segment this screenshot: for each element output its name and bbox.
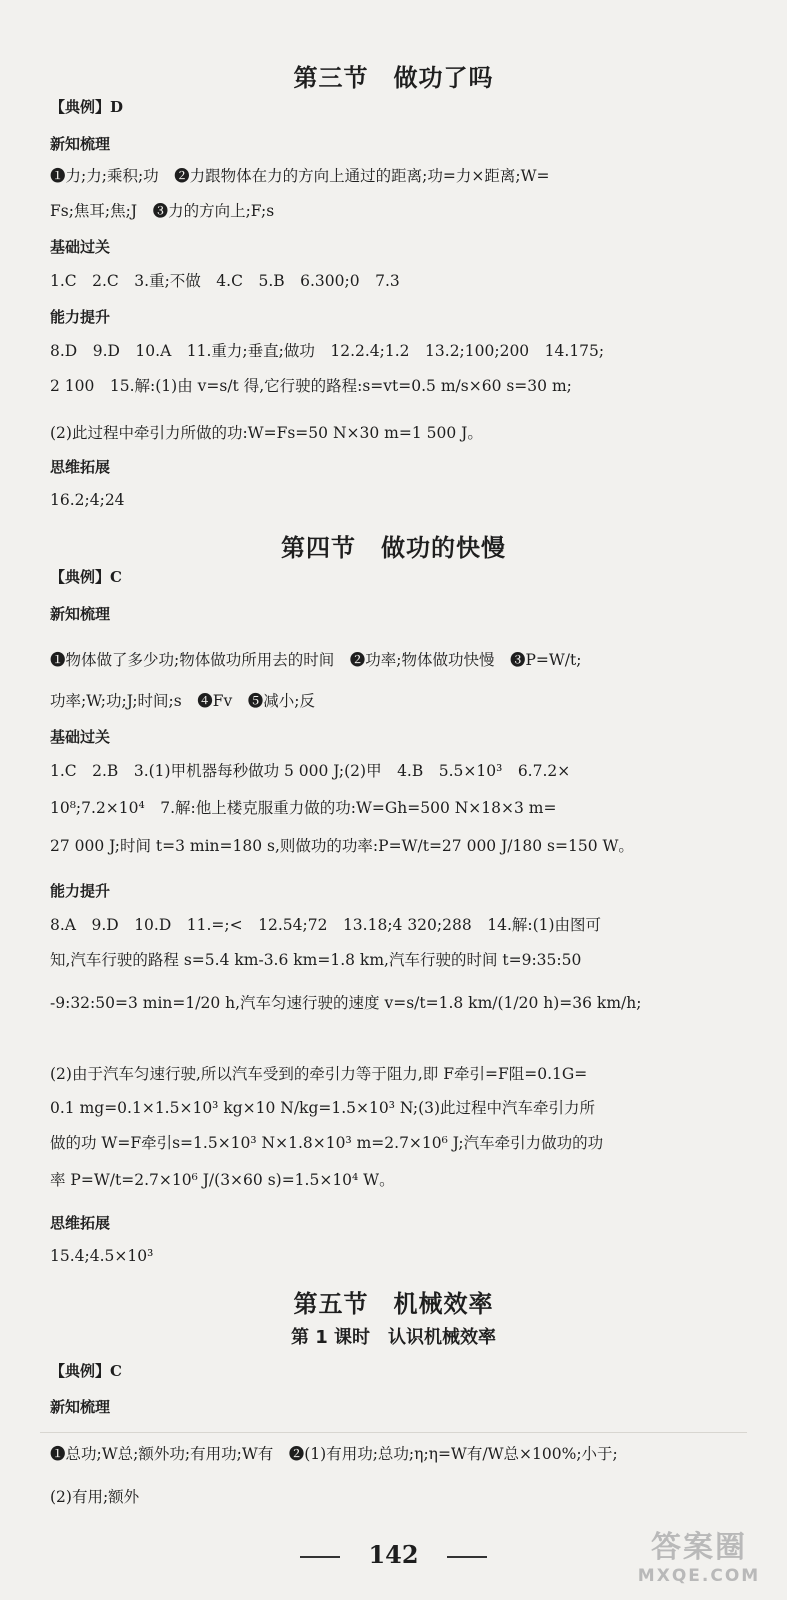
watermark-line1: 答案圈 — [651, 1530, 747, 1565]
s4-ability-line: 8.A 9.D 10.D 11.=;< 12.54;72 13.18;4 320;288 14.解:(1)由图可 — [50, 916, 602, 934]
s4-newknow-line: ❶物体做了多少功;物体做功所用去的时间 ❷功率;物体做功快慢 ❸P=W/t; — [50, 651, 582, 669]
s4-basic-line: 10⁸;7.2×10⁴ 7.解:他上楼克服重力做的功:W=Gh=500 N×18×3 m= — [50, 799, 557, 817]
s4-ability-line: -9:32:50=3 min=1/20 h,汽车匀速行驶的速度 v=s/t=1.8 km/(1/20 h)=36 km/h; — [50, 994, 642, 1012]
watermark-line2: MXQE.COM — [637, 1566, 761, 1586]
s3-newknow-line: Fs;焦耳;焦;J ❸力的方向上;F;s — [50, 202, 275, 220]
page-number: 142 — [368, 1540, 419, 1569]
s3-ext-label: 思维拓展 — [50, 458, 111, 476]
s3-basic-line: 1.C 2.C 3.重;不做 4.C 5.B 6.300;0 7.3 — [50, 272, 400, 290]
section-4-title: 第四节 做功的快慢 — [281, 534, 506, 562]
s5-newknow-line: (2)有用;额外 — [50, 1488, 140, 1506]
s4-ability-line: 0.1 mg=0.1×1.5×10³ kg×10 N/kg=1.5×10³ N;(3)此过程中汽车牵引力所 — [50, 1099, 596, 1117]
s3-ability-line: (2)此过程中牵引力所做的功:W=Fs=50 N×30 m=1 500 J。 — [50, 424, 483, 442]
section-3-title: 第三节 做功了吗 — [293, 64, 494, 92]
section-5-title: 第五节 机械效率 — [293, 1290, 494, 1318]
s3-newknow-label: 新知梳理 — [50, 135, 111, 153]
s4-newknow-line: 功率;W;功;J;时间;s ❹Fv ❺减小;反 — [50, 692, 315, 710]
s3-ability-label: 能力提升 — [50, 308, 111, 326]
s4-ability-line: 做的功 W=F牵引s=1.5×10³ N×1.8×10³ m=2.7×10⁶ J;汽车牵引力做功的功 — [50, 1134, 604, 1152]
s4-ext-line: 15.4;4.5×10³ — [50, 1247, 154, 1265]
s3-ability-line: 8.D 9.D 10.A 11.重力;垂直;做功 12.2.4;1.2 13.2;100;200 14.175; — [50, 342, 605, 360]
s3-ability-line: 2 100 15.解:(1)由 v=s/t 得,它行驶的路程:s=vt=0.5 m/s×60 s=30 m; — [50, 377, 572, 395]
s4-ability-line: 知,汽车行驶的路程 s=5.4 km-3.6 km=1.8 km,汽车行驶的时间 t=9:35:50 — [50, 951, 582, 969]
s4-example: 【典例】C — [50, 568, 122, 586]
s4-basic-line: 27 000 J;时间 t=3 min=180 s,则做功的功率:P=W/t=27 000 J/180 s=150 W。 — [50, 837, 634, 855]
s4-ability-line: 率 P=W/t=2.7×10⁶ J/(3×60 s)=1.5×10⁴ W。 — [50, 1171, 395, 1189]
section-divider — [40, 1432, 747, 1433]
s5-example: 【典例】C — [50, 1362, 122, 1380]
page-number-dash-right — [447, 1556, 487, 1558]
s3-basic-label: 基础过关 — [50, 238, 111, 256]
s4-newknow-label: 新知梳理 — [50, 605, 111, 623]
s4-ability-line: (2)由于汽车匀速行驶,所以汽车受到的牵引力等于阻力,即 F牵引=F阻=0.1G= — [50, 1065, 588, 1083]
s5-newknow-line: ❶总功;W总;额外功;有用功;W有 ❷(1)有用功;总功;η;η=W有/W总×100%;小于; — [50, 1445, 618, 1463]
s5-newknow-label: 新知梳理 — [50, 1398, 111, 1416]
section-5-subtitle: 第 1 课时 认识机械效率 — [290, 1327, 497, 1348]
s3-ext-line: 16.2;4;24 — [50, 491, 125, 509]
s4-basic-label: 基础过关 — [50, 728, 111, 746]
s3-newknow-line: ❶力;力;乘积;功 ❷力跟物体在力的方向上通过的距离;功=力×距离;W= — [50, 167, 550, 185]
s4-basic-line: 1.C 2.B 3.(1)甲机器每秒做功 5 000 J;(2)甲 4.B 5.5×10³ 6.7.2× — [50, 762, 571, 780]
s4-ability-label: 能力提升 — [50, 882, 111, 900]
watermark-logo — [619, 1530, 779, 1590]
s3-example: 【典例】D — [50, 98, 124, 116]
s4-ext-label: 思维拓展 — [50, 1214, 111, 1232]
